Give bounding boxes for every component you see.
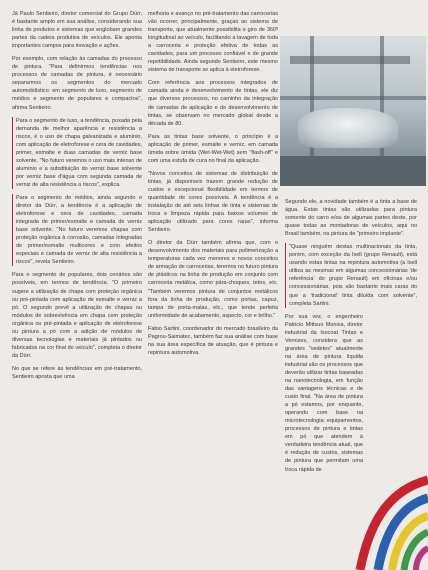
car-paint-shop-photo <box>280 36 426 186</box>
photo-rail <box>280 96 426 100</box>
paragraph: melhoria e avanço no pré-tratamento das carrocerias vão ocorrer, principalmente, graças ao sistema de transporte, que atualmente possibilita o giro de 360º longitudinal ao veículo, facilitando a lavagem de toda a carroceria e proteção efetiva de todas as cavidades, para um processo confiável e de grande repetibilidade. Ainda segundo Sentieiro, este mesmo sistema de transporte se aplica à eletroforese. <box>148 11 278 74</box>
paragraph: Já Paulo Sentieiro, diretor comercial do Grupo Dürr, é bastante amplo em sua análise, considerando sua linha de produtos e sistemas que englobam grandes partes da cadeia produtiva de veículos. Ele aponta importantes campos para inovação e ações. <box>12 11 142 50</box>
paragraph: O diretor da Dürr também afirma que, com o desenvolvimento dos materiais para polimerização a temperaturas cada vez menores e novos conceitos de armação de carrocerias, teremos no futuro pintura de plásticos na linha de produção em conjunto com carroceria metálica, como pára-choques, tetos, etc. "Também veremos pintura de conjuntos metálicos fora da linha de produção, como portas, capuz, tampa de porta-malas, etc., que tende perfeita uniformidade de acabamento, aspecto, cor e brilho." <box>148 240 278 319</box>
paragraph: Para as tintas base solvente, o princípio é a aplicação de primer, esmalte e verniz, em camada úmida sobre úmida (Wet-Wet-Wet) sem "flash-off" e com uma estufa de cura no final da aplicação. <box>148 133 278 164</box>
paragraph: Segundo ele, a novidade também é a tinta a base de água. Estas tintas são utilizadas para pintura somente do carro e/ou de algumas partes deste, por quase todas as montadoras de veículos, aqui no Brasil também, na pintura de "primeiro implante". <box>285 199 417 238</box>
text-column-1 <box>12 10 142 386</box>
car-body-shape <box>298 108 398 148</box>
photo-beam <box>290 56 410 64</box>
photo-floor <box>280 156 426 186</box>
text-column-3 <box>285 198 417 479</box>
paragraph: Fabio Sartini, coordenador do mercado brasileiro da Pagrou-Saimatec, também faz sua análise com base na sua área específica de atuação, que é pintura e repintura automotiva. <box>148 325 278 356</box>
paragraph: Por sua vez, o engenheiro Patricio Mittsuo Moniva, diretor industrial da Isocoat Tintas e Vernizes, considera que as grandes "vedetes" atualmente na área de pintura líquida industrial são os processos que deverão utilizar tintas baseadas na nanotecnologia, em função das vantagens técnicas e de custo final. "Na área de pintura a pó estamos, por enquanto, operando com base na microtecnologia: equipamentos, processos de pintura e tintas em pó que atendem à verdadeira tendência atual, que é redução de custos, sistemas de pintura que permitam uma troca rápida de <box>285 313 363 473</box>
paragraph: Para o segmento de populares, dois cenários são possíveis, em termos de tendência. "O primeiro sugere a utilização de chapa com proteção orgânica ou pré-pintada com aplicação de esmalte e verniz a pó. O segundo prevê a utilização de chapas ou módulos de sobrevivência em chapa com proteção orgânica ou pré-pintada e aplicação de eletroforese ou pintura a pó com a adição de módulos de diversas tecnologias e materiais já pintados ou fabricados na cor final do veículo", completa o diretor da Dürr. <box>12 272 142 359</box>
colored-cables-photo <box>330 470 428 570</box>
paragraph: Para o segmento de médios, ainda segundo o diretor da Dürr, a tendência é a aplicação de eletroforese e cera de cavidades, camada integrada de primer/esmalte e camada de verniz base solvente. "No futuro veremos chapas com proteção orgânica à corrosão, camadas integradas de primer/esmalte multicores e com efeitos especiais e camada de verniz de alta resistência a riscos", revela Sentieiro. <box>12 194 142 266</box>
paragraph: Com referência aos processos integrados de camada ainda é desenvolvimento de tintas, ele diz que diversos processos, no caminho da integração de camadas de aplicação e de desenvolvimento de tintas, se observam no mercado global desde a década de 80. <box>148 80 278 127</box>
paragraph: "Novos conceitos de sistemas de distribuição de tintas, já disponíveis trazem grande redução de custos e excepcional flexibilidade em termos de quantidade de cores possíveis. A tendência é a instalação de até seis linhas de tinta e sistemas de troca e limpeza rápida para baixos volumes de aplicação utilizado para cores raras", informa Sentieiro. <box>148 170 278 234</box>
text-column-2 <box>148 10 278 362</box>
paragraph: "Quase ninguém destas multinacionais da tinta, porém, com exceção da Ixell (grupo Renault), está usando estas tintas na repintura automotiva (a Ixell utiliza as mesmas em algumas concessionárias 'de referência' do grupo Renault) em oficinas e/ou concessionárias, pois são bastante mais caras do que a 'tradicional' tinta diluída com solvente", completa Sartini. <box>285 243 417 307</box>
paragraph: No que se refere às tendências em pré-tratamento, Sentieiro aposta que uma <box>12 365 142 380</box>
cable-magenta <box>416 548 428 570</box>
paragraph: Por exemplo, com relação às camadas do processo de pintura. "Para definirmos tendências nos processos de camadas de pintura, é necessário separarmos os segmentos do mercado automobilístico: em segmento de luxo, segmento de médios e segmento de populares e compactos", afirma Sentieiro. <box>12 56 142 111</box>
paragraph: Para o segmento de luxo, a tendência, puxada pela demanda de melhor aparência e resistência a riscos, é o uso de chapa galvanizada e alumínio, com aplicação de eletroforese e cera de cavidades, primer, esmalte e duas camadas de verniz base solvente. "No futuro veremos o uso mais intenso de alumínio e a substituição do verniz base solvente por verniz base d'água com segunda camada de verniz de alta resistência a riscos", explica. <box>12 117 142 189</box>
